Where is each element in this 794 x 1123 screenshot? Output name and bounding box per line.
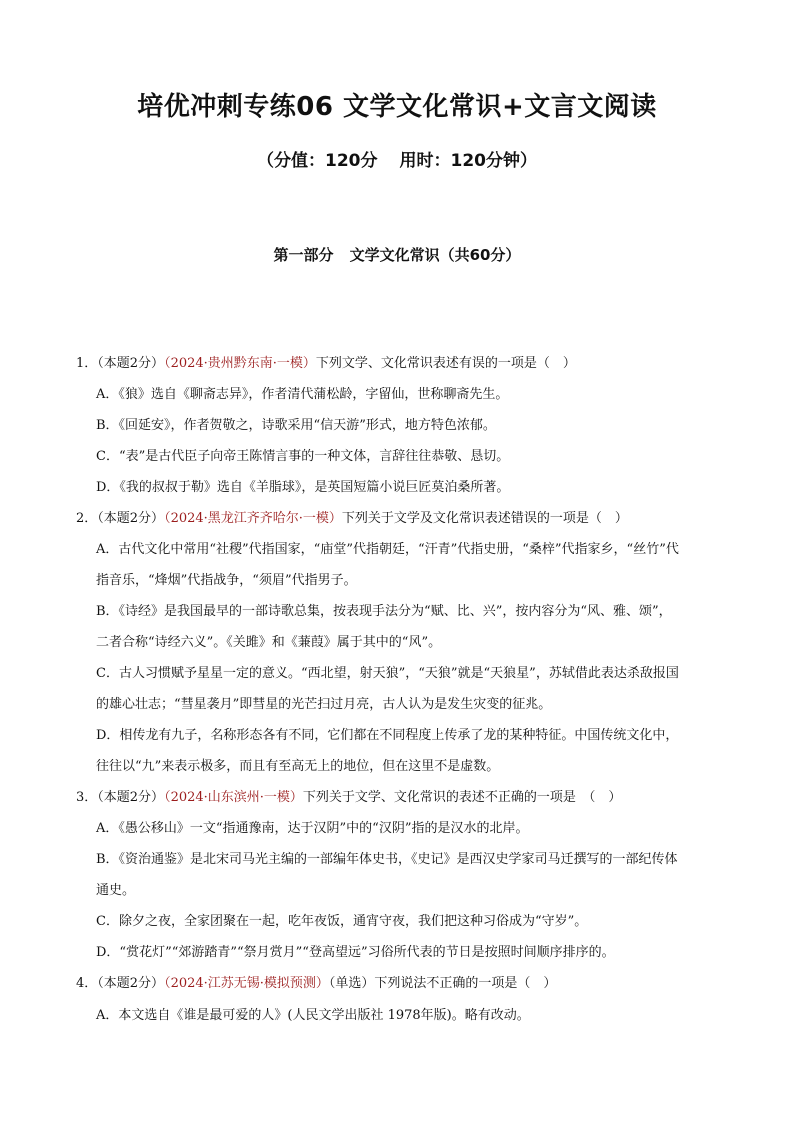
question-text: 下列关于文学及文化常识表述错误的一项是（ ） [341,511,628,526]
question-1-stem [76,356,576,372]
question-points: （本题2分） [97,790,165,805]
section-part: 第一部分 [273,246,334,264]
option-line: 二者合称“诗经六义”。《关雎》和《蒹葭》属于其中的“风”。 [96,635,442,650]
question-4-stem [76,976,556,992]
question-text: （单选）下列说法不正确的一项是（ ） [328,976,557,991]
question-text: 下列文学、文化常识表述有误的一项是（ ） [315,356,576,371]
question-source: （2024·江苏无锡·模拟预测） [164,976,329,991]
option-line: A．古代文化中常用“社稷”代指国家，“庙堂”代指朝廷，“汗青”代指史册，“桑梓”代指家乡，“丝竹”代 [96,542,679,557]
section-heading [0,244,794,265]
exam-meta [0,146,794,171]
question-text: 下列关于文学、文化常识的表述不正确的一项是 （ ） [302,790,622,805]
time-info: 用时：120分钟） [399,151,537,171]
question-source: （2024·贵州黔东南·一模） [164,356,316,371]
question-3-stem [76,790,621,806]
question-2-stem [76,511,628,527]
option-line: D．相传龙有九子，名称形态各有不同，它们都在不同程度上传承了龙的某种特征。中国传统文化中， [96,728,679,743]
option-line: 通史。 [96,883,136,898]
question-points: （本题2分） [97,976,165,991]
option-line: 指音乐，“烽烟”代指战争，“须眉”代指男子。 [96,573,357,588]
score-info: （分值：120分 [257,151,378,171]
page-title: 培优冲刺专练06 文学文化常识+文言文阅读 [137,92,657,122]
option-line: D．《我的叔叔于勒》选自《羊脂球》，是英国短篇小说巨匠莫泊桑所著。 [96,480,510,495]
question-points: （本题2分） [97,356,165,371]
option-line: C．除夕之夜，全家团聚在一起，吃年夜饭，通宵守夜，我们把这种习俗成为“守岁”。 [96,914,588,929]
section-name: 文学文化常识（共60分） [349,246,521,264]
option-line: B．《资治通鉴》是北宋司马光主编的一部编年体史书，《史记》是西汉史学家司马迁撰写的一部纪传体 [96,852,678,867]
question-points: （本题2分） [97,511,165,526]
question-number: 4． [76,976,98,991]
option-line: C．“表”是古代臣子向帝王陈情言事的一种文体，言辞往往恭敬、恳切。 [96,449,510,464]
question-number: 1． [76,356,98,371]
option-line: 往往以“九”来表示极多，而且有至高无上的地位，但在这里不是虚数。 [96,759,500,774]
option-line: C．古人习惯赋予星星一定的意义。“西北望，射天狼”，“天狼”就是“天狼星”，苏轼借此表达杀敌报国 [96,666,679,681]
option-line: A．本文选自《谁是最可爱的人》(人民文学出版社 1978年版)。略有改动。 [96,1008,530,1023]
option-line: 的雄心壮志；“彗星袭月”即彗星的光芒扫过月亮，古人认为是发生灾变的征兆。 [96,697,552,712]
option-line: B．《诗经》是我国最早的一部诗歌总集，按表现手法分为“赋、比、兴”，按内容分为“风、雅、颂”， [96,604,672,619]
option-line: A．《愚公移山》一文“指通豫南，达于汉阴”中的“汉阴”指的是汉水的北岸。 [96,821,529,836]
question-number: 3． [76,790,98,805]
question-source: （2024·黑龙江齐齐哈尔·一模） [164,511,342,526]
option-line: A．《狼》选自《聊斋志异》，作者清代蒲松龄，字留仙，世称聊斋先生。 [96,387,509,402]
option-line: D．“赏花灯”“郊游踏青”“祭月赏月”“登高望远”习俗所代表的节日是按照时间顺序排序的。 [96,945,615,960]
question-number: 2． [76,511,98,526]
question-source: （2024·山东滨州·一模） [164,790,303,805]
option-line: B．《回延安》，作者贺敬之，诗歌采用“信天游”形式，地方特色浓郁。 [96,418,496,433]
